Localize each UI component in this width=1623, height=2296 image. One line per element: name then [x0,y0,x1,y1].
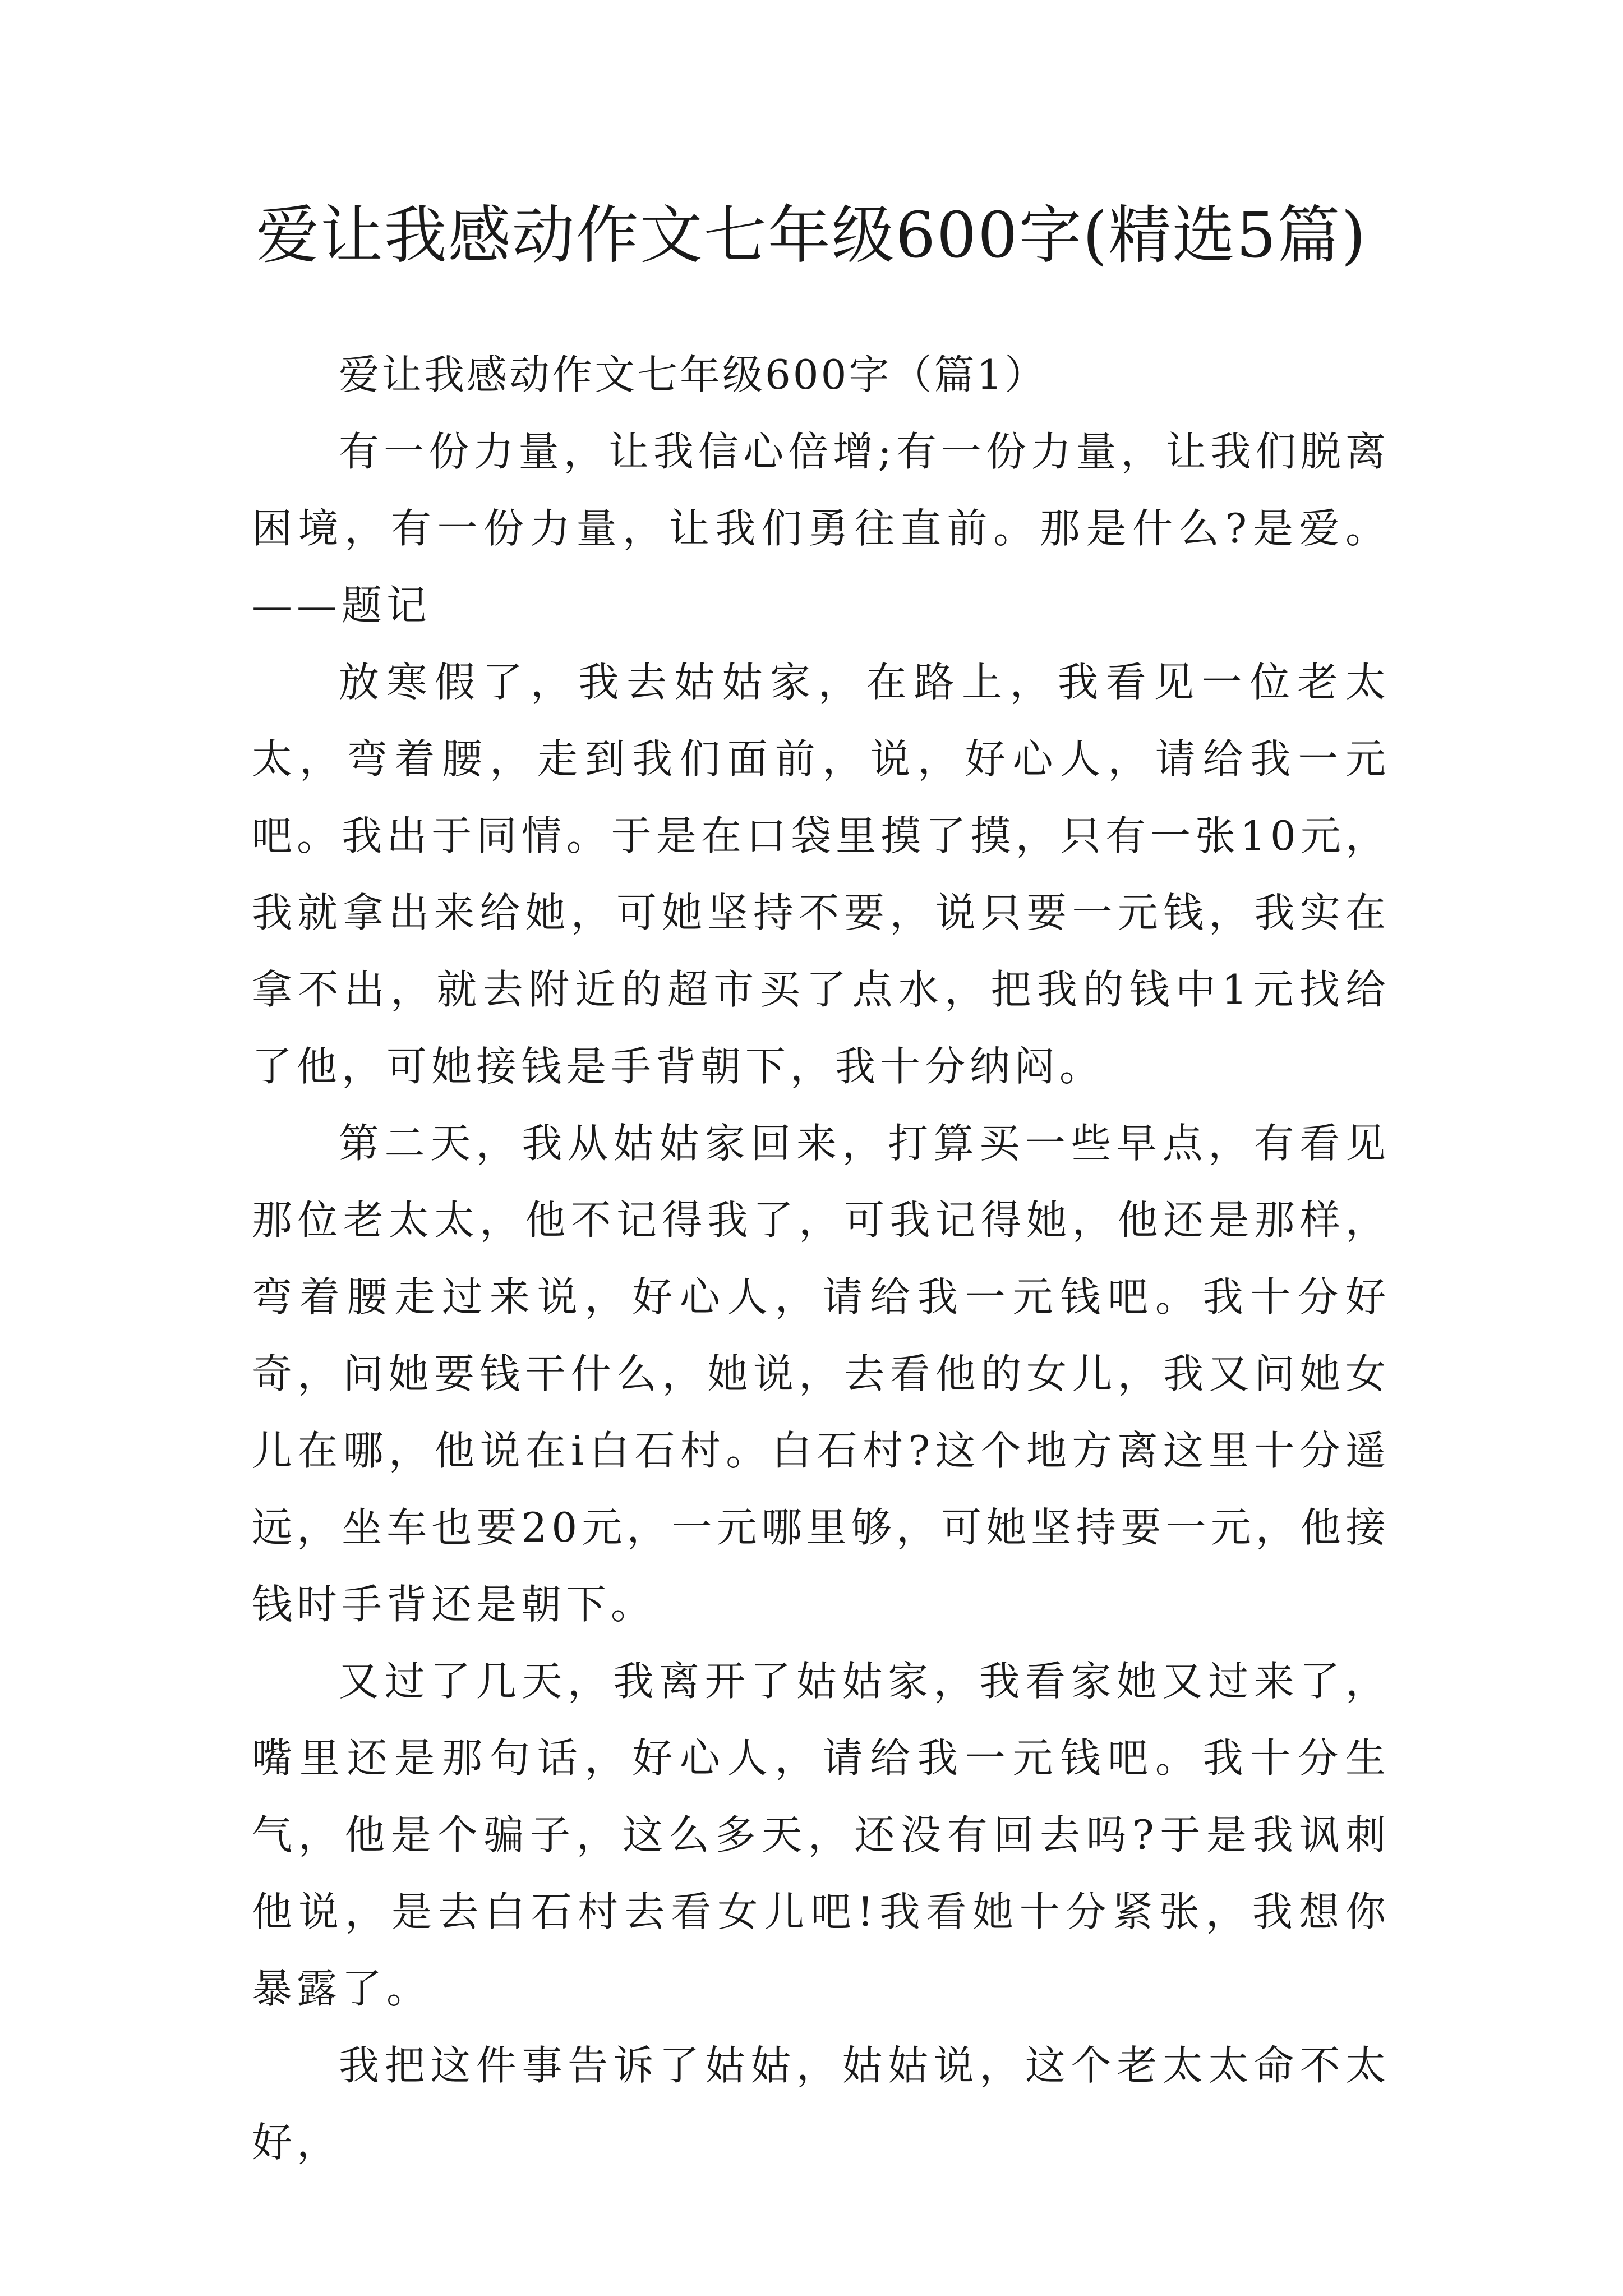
paragraph-2: 放寒假了，我去姑姑家，在路上，我看见一位老太太，弯着腰，走到我们面前，说，好心人，请给我一元吧。我出于同情。于是在口袋里摸了摸，只有一张10元，我就拿出来给她，可她坚持不要，说只要一元钱，我实在拿不出，就去附近的超市买了点水，把我的钱中1元找给了他，可她接钱是手背朝下，我十分纳闷。 [252,659,1390,1090]
document-body [252,337,1390,2181]
paragraph-5: 我把这件事告诉了姑姑，姑姑说，这个老太太命不太好， [252,2042,1390,2166]
document-title: 爱让我感动作文七年级600字(精选5篇) [256,199,1367,272]
paragraph-1: 有一份力量，让我信心倍增;有一份力量，让我们脱离困境，有一份力量，让我们勇往直前。那是什么?是爱。——题记 [252,428,1390,629]
paragraph-4: 又过了几天，我离开了姑姑家，我看家她又过来了，嘴里还是那句话，好心人，请给我一元钱吧。我十分生气，他是个骗子，这么多天，还没有回去吗?于是我讽刺他说，是去白石村去看女儿吧!我看她十分紧张，我想你暴露了。 [252,1658,1390,2012]
section-heading: 爱让我感动作文七年级600字（篇1） [339,351,1048,398]
paragraph-3: 第二天，我从姑姑家回来，打算买一些早点，有看见那位老太太，他不记得我了，可我记得她，他还是那样，弯着腰走过来说，好心人，请给我一元钱吧。我十分好奇，问她要钱干什么，她说，去看他的女儿，我又问她女儿在哪，他说在i白石村。白石村?这个地方离这里十分遥远，坐车也要20元，一元哪里够，可她坚持要一元，他接钱时手背还是朝下。 [252,1120,1390,1628]
